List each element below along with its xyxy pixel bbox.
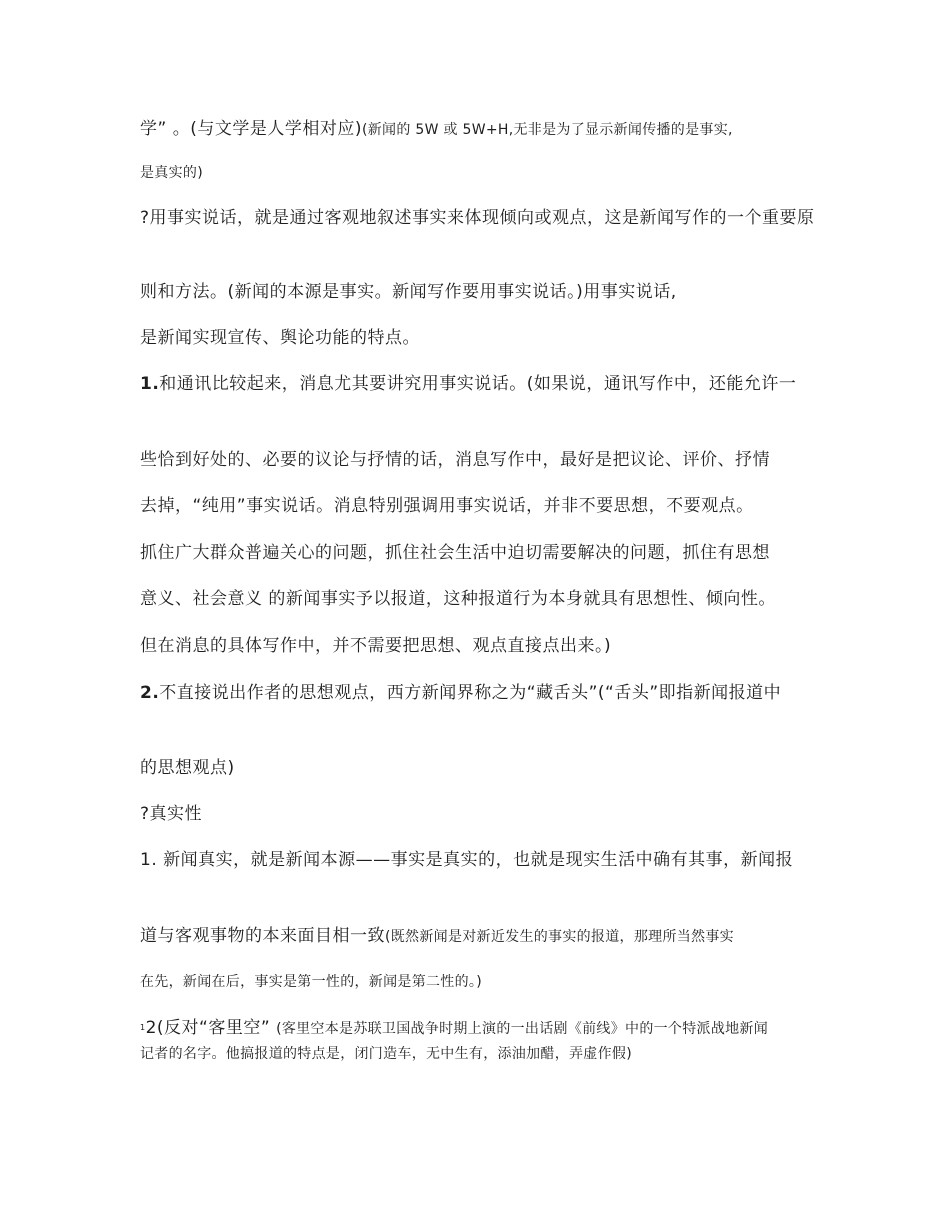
list-item-text: 和通讯比较起来，消息尤其要讲究用事实说话。(如果说，通讯写作中，还能允许一 bbox=[159, 374, 797, 394]
text-line bbox=[140, 118, 815, 141]
line-note-text: (既然新闻是对新近发生的事实的报道，那理所当然事实 bbox=[385, 929, 734, 945]
text-line: 抓住广大群众普遍关心的问题，抓住社会生活中迫切需要解决的问题，抓住有思想 bbox=[140, 543, 770, 563]
list-marker: 1 bbox=[140, 1023, 146, 1032]
list-number: 2. bbox=[140, 683, 160, 703]
text-line: 在先，新闻在后，事实是第一性的，新闻是第二性的。) bbox=[140, 974, 482, 990]
paragraph-opening: ?用事实说话，就是通过客观地叙述事实来体现倾向或观点，这是新闻写作的一个重要原 bbox=[140, 208, 815, 228]
list-item-4 bbox=[140, 1017, 815, 1040]
list-item-text: 不直接说出作者的思想观点，西方新闻界称之为“藏舌头”(“舌头”即指新闻报道中 bbox=[159, 683, 782, 703]
text-line: 则和方法。(新闻的本源是事实。新闻写作要用事实说话。)用事实说话, bbox=[140, 282, 677, 302]
line-main-text: 道与客观事物的本来面目相一致 bbox=[140, 926, 385, 946]
text-line: 去掉，“纯用”事实说话。消息特别强调用事实说话，并非不要思想，不要观点。 bbox=[140, 496, 754, 516]
text-line bbox=[140, 925, 815, 948]
text-line: 是真实的) bbox=[140, 165, 203, 181]
text-line: 的思想观点) bbox=[140, 758, 235, 778]
list-item-2 bbox=[140, 680, 815, 706]
line-main-text: 学” 。(与文学是人学相对应) bbox=[140, 119, 362, 139]
section-heading: ?真实性 bbox=[140, 804, 203, 824]
text-line: 意义、社会意义 的新闻事实予以报道，这种报道行为本身就具有思想性、倾向性。 bbox=[140, 589, 776, 609]
list-item-1 bbox=[140, 371, 815, 397]
text-line: 但在消息的具体写作中，并不需要把思想、观点直接点出来。) bbox=[140, 636, 612, 656]
list-number: 1. bbox=[140, 374, 160, 394]
text-line: 些恰到好处的、必要的议论与抒情的话，消息写作中，最好是把议论、评价、抒情 bbox=[140, 450, 770, 470]
text-line: 记者的名字。他搞报道的特点是，闭门造车，无中生有，添油加醋，弄虚作假) bbox=[140, 1046, 632, 1062]
text-line: 是新闻实现宣传、舆论功能的特点。 bbox=[140, 328, 420, 348]
list-item-3: 1. 新闻真实，就是新闻本源——事实是真实的，也就是现实生活中确有其事，新闻报 bbox=[140, 850, 794, 870]
line-main-text: 2(反对“客里空” bbox=[145, 1018, 271, 1038]
line-note-text: (客里空本是苏联卫国战争时期上演的一出话剧《前线》中的一个特派战地新闻 bbox=[276, 1021, 769, 1037]
line-note-text: (新闻的 5W 或 5W+H,无非是为了显示新闻传播的是事实, bbox=[361, 122, 733, 138]
